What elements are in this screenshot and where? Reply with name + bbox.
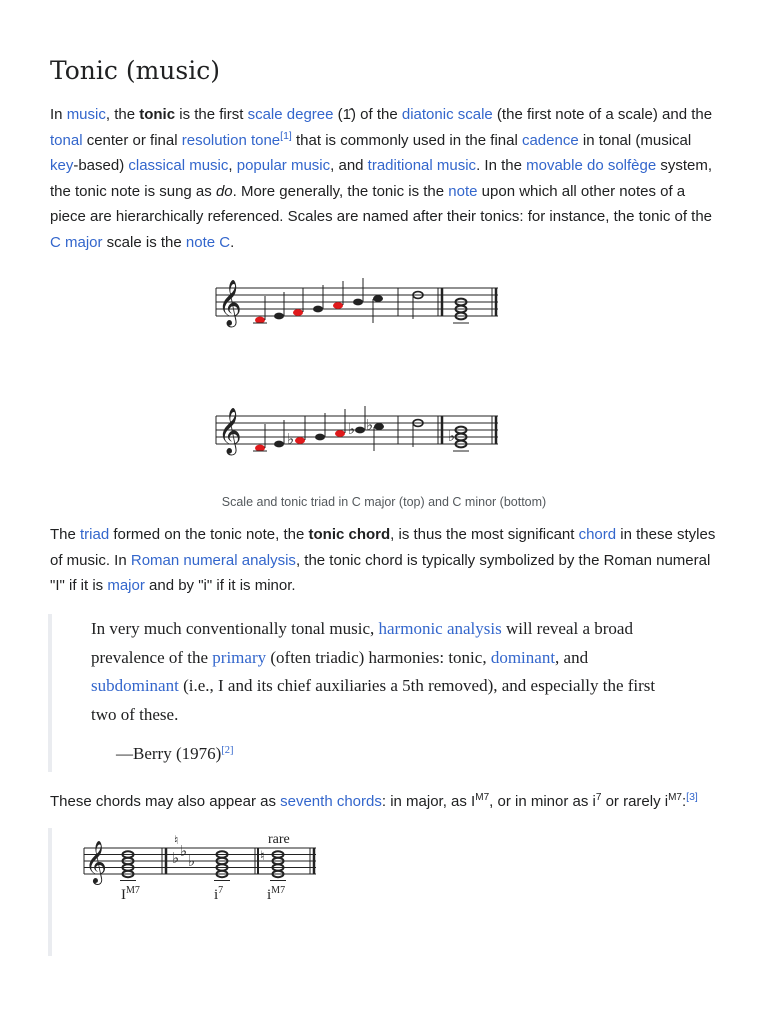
tonic-chord-paragraph: The triad formed on the tonic note, the tonic chord, is thus the most significant chord in these styles of music. In Roman numeral analysis, the tonic chord is typically symbolized by the Roman numeral "I" if it is major and by "i" if it is minor. — [50, 526, 716, 594]
link-chord[interactable]: chord — [578, 526, 617, 543]
reference-2[interactable]: [2] — [221, 745, 234, 756]
link-triad[interactable]: triad — [80, 526, 110, 543]
link-tonal[interactable]: tonal — [50, 131, 83, 149]
chord-label-2: $i^7$ — [214, 885, 224, 903]
svg-text:♭: ♭ — [448, 429, 456, 445]
link-dominant[interactable]: dominant — [490, 647, 556, 667]
link-major[interactable]: major — [107, 577, 145, 594]
quote-attribution: —Berry (1976)[2] — [116, 744, 234, 763]
chord-label-1: $I^{M7}$ — [121, 885, 140, 903]
figure-side-bar — [48, 828, 52, 956]
link-subdominant[interactable]: subdominant — [91, 676, 179, 695]
treble-clef-icon: 𝄞 — [218, 280, 242, 325]
treble-clef-icon: 𝄞 — [218, 408, 242, 453]
svg-text:♭: ♭ — [366, 418, 374, 434]
chord-label-3: $i^{M7}$ — [267, 885, 286, 903]
link-harmonic-analysis[interactable]: harmonic analysis — [378, 619, 502, 638]
scale-notes — [253, 406, 469, 451]
svg-text:♮: ♮ — [174, 833, 179, 847]
treble-clef-icon: 𝄞 — [85, 842, 107, 883]
seventh-chords-paragraph: These chords may also appear as seventh chords: in major, as $I^{M7}$, or in minor as $i^7$ or rarely $i^{M7}:[3]$ — [50, 791, 698, 810]
link-scale-degree[interactable]: scale degree — [247, 106, 334, 123]
link-roman-numeral-analysis[interactable]: Roman numeral analysis — [130, 551, 296, 569]
link-cadence[interactable]: cadence — [521, 131, 579, 149]
blockquote: In very much conventionally tonal music, harmonic analysis will reveal a broad prevalence of the primary (often triadic) harmonies: tonic, dominant, and subdominant (i.e., I and its chief auxiliaries a 5th removed), and especially the first two of these. — [91, 619, 656, 724]
scale-degree-symbol: 1̂ — [342, 106, 352, 123]
link-primary[interactable]: primary — [212, 647, 267, 667]
link-note-c[interactable]: note C — [185, 233, 231, 251]
figure-caption: Scale and tonic triad in C major (top) and C minor (bottom) — [221, 495, 547, 509]
link-traditional-music[interactable]: traditional music — [367, 157, 477, 174]
scale-notes — [253, 278, 469, 323]
link-movable-do[interactable]: movable do solfège — [526, 157, 657, 174]
link-seventh-chords[interactable]: seventh chords — [280, 793, 382, 810]
link-diatonic-scale[interactable]: diatonic scale — [401, 106, 493, 123]
link-note[interactable]: note — [448, 182, 478, 200]
rare-label: rare — [268, 832, 290, 847]
page-title: Tonic (music) — [50, 56, 220, 85]
svg-text:♭: ♭ — [287, 432, 295, 448]
svg-text:♭: ♭ — [172, 851, 180, 867]
link-key[interactable]: key — [50, 157, 74, 174]
link-popular-music[interactable]: popular music — [236, 157, 331, 174]
link-classical-music[interactable]: classical music — [128, 157, 229, 174]
reference-1[interactable]: [1] — [280, 129, 292, 142]
c-minor-scale-figure[interactable] — [212, 398, 504, 458]
svg-text:♭: ♭ — [180, 844, 188, 860]
link-resolution-tone[interactable]: resolution tone — [181, 131, 281, 149]
link-c-major[interactable]: C major — [50, 233, 103, 251]
svg-text:♮: ♮ — [260, 848, 265, 863]
svg-text:♭: ♭ — [348, 422, 356, 438]
link-music[interactable]: music — [66, 106, 106, 123]
c-major-scale-figure[interactable] — [212, 270, 504, 330]
reference-3[interactable]: [3] — [686, 791, 698, 803]
blockquote-bar — [48, 614, 52, 772]
intro-paragraph: In music, the tonic is the first scale degree (1̂) of the diatonic scale (the first note of a scale) and the tonal center or final resolution tone[1] that is commonly used in the final cadence in tonal (musical key-based) classical music, popular music, and traditional music. In the movable do solfège system, the tonic note is sung as do. More generally, the tonic is the note upon which all other notes of a piece are hierarchically referenced. Scales are named after their tonics: for instance, the tonic of the C major scale is the note C. — [50, 106, 713, 251]
svg-text:♭: ♭ — [188, 854, 196, 870]
